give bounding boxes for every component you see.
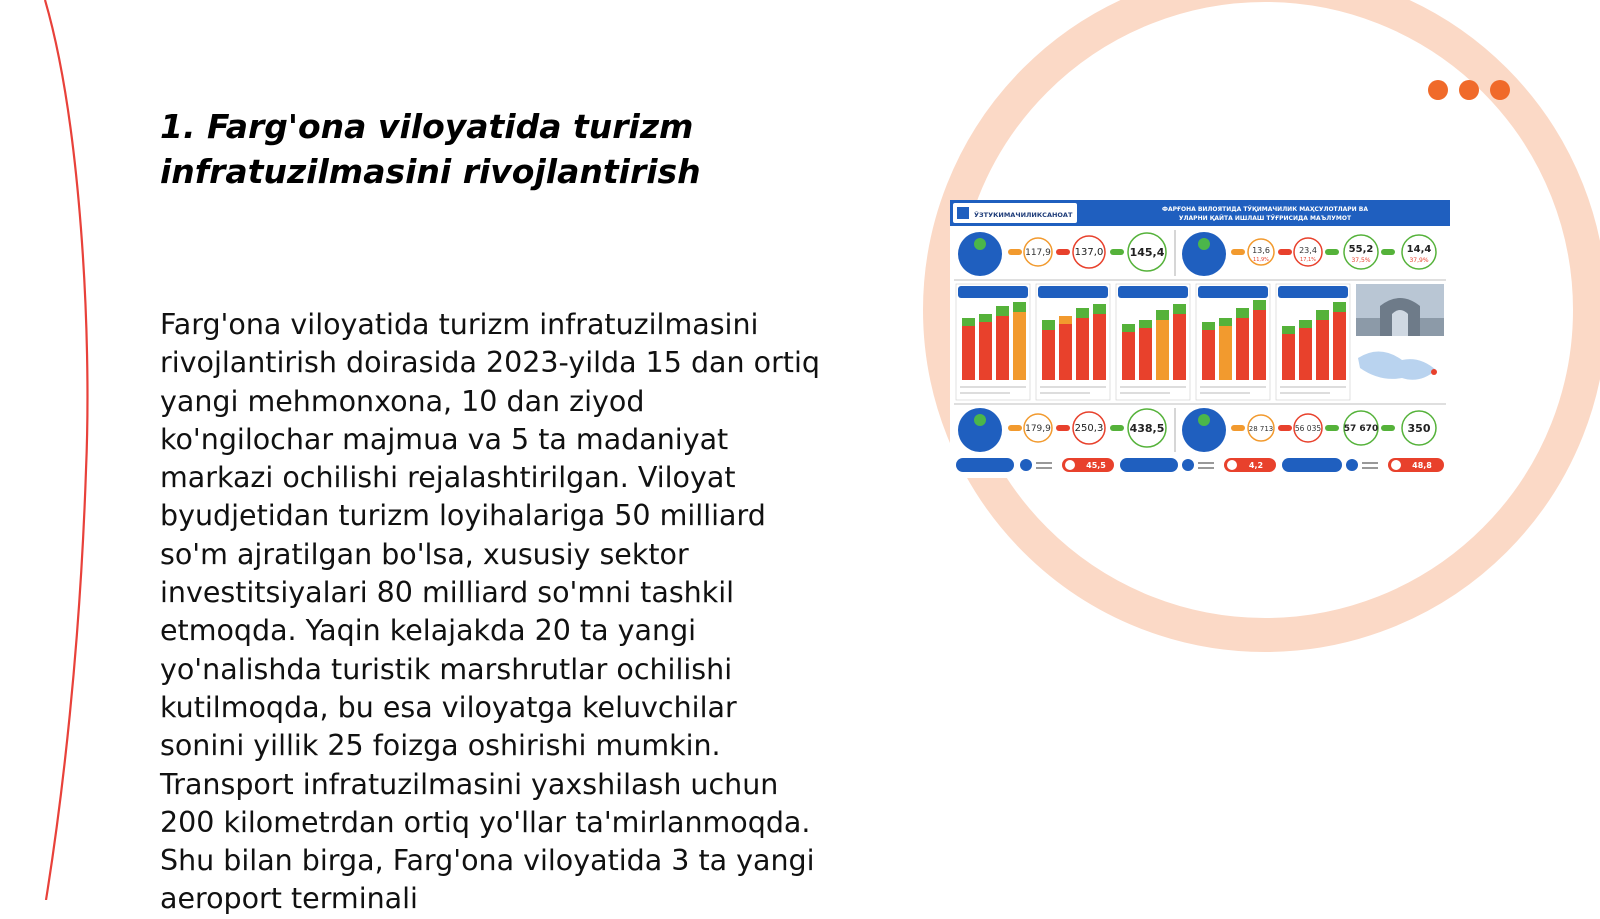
row3-right-value-2: 56 035 bbox=[1294, 424, 1322, 433]
row3-value-2: 250,3 bbox=[1074, 423, 1104, 434]
row1-right-value-2: 23,4 bbox=[1299, 246, 1317, 255]
infographic-header-left: ЎЗТУКИМАЧИЛИКСАНОАТ bbox=[974, 211, 1073, 219]
row1-right-value-4: 14,4 bbox=[1406, 244, 1432, 255]
row1-value-3: 145,4 bbox=[1129, 246, 1165, 259]
left-curve-line bbox=[45, 0, 87, 900]
row1-right-sub-1: 11,9% bbox=[1253, 257, 1269, 263]
row1-right-sub-4: 37,9% bbox=[1409, 257, 1429, 264]
slide-body-text: Farg'ona viloyatida turizm infratuzilmasini rivojlantirish doirasida 2023-yilda 15 dan ortiq yangi mehmonxona, 10 dan ziyod ko'ngilochar majmua va 5 ta madaniyat markazi ochilishi rejalashtirilgan. Viloyat byudjetidan turizm loyihalariga 50 milliard so'm ajratilgan bo'lsa, xususiy sektor investitsiyalari 80 milliard so'mni tashkil etmoqda. Yaqin kelajakda 20 ta yangi yo'nalishda turistik marshrutlar ochilishi kutilmoqda, bu esa viloyatga keluvchilar sonini yillik 25 foizga oshirishi mumkin. Transport infratuzilmasini yaxshilash uchun 200 kilometrdan ortiq yo'llar ta'mirlanmoqda. Shu bilan birga, Farg'ona viloyatida 3 ta yangi aeroport terminali bbox=[160, 308, 820, 916]
infographic-header-line2: УЛАРНИ ҚАЙТА ИШЛАШ ТЎҒРИСИДА МАЪЛУМОТ bbox=[1178, 215, 1352, 222]
infographic-header-line1: ФАРҒОНА ВИЛОЯТИДА ТЎҚИМАЧИЛИК МАҲСУЛОТЛАРИ ВА bbox=[1162, 206, 1368, 213]
footer-value-3: 48,8 bbox=[1412, 461, 1432, 470]
footer-value-1: 45,5 bbox=[1086, 461, 1106, 470]
menu-dots bbox=[1428, 80, 1510, 100]
row3-right-value-3: 57 670 bbox=[1343, 424, 1379, 434]
row3-right-value-1: 28 713 bbox=[1248, 425, 1274, 433]
dot-icon bbox=[1428, 80, 1448, 100]
row1-right-value-3: 55,2 bbox=[1348, 244, 1374, 255]
row1-value-2: 137,0 bbox=[1074, 247, 1104, 258]
category-icon bbox=[974, 238, 986, 250]
row3-value-1: 179,9 bbox=[1025, 424, 1051, 434]
dot-icon bbox=[1459, 80, 1479, 100]
row1-value-1: 117,9 bbox=[1025, 248, 1051, 258]
row3-value-3: 438,5 bbox=[1129, 422, 1165, 435]
row1-right-sub-3: 37,5% bbox=[1351, 257, 1371, 264]
row3-right-value-4: 350 bbox=[1407, 422, 1431, 435]
infographic-image bbox=[950, 200, 1450, 478]
dot-icon bbox=[1490, 80, 1510, 100]
slide-title: 1. Farg'ona viloyatida turizm infratuzilmasini rivojlantirish bbox=[160, 107, 701, 191]
row1-right-value-1: 13,6 bbox=[1252, 246, 1270, 255]
footer-value-2: 4,2 bbox=[1248, 461, 1264, 470]
row1-right-sub-2: 17,1% bbox=[1300, 257, 1316, 263]
